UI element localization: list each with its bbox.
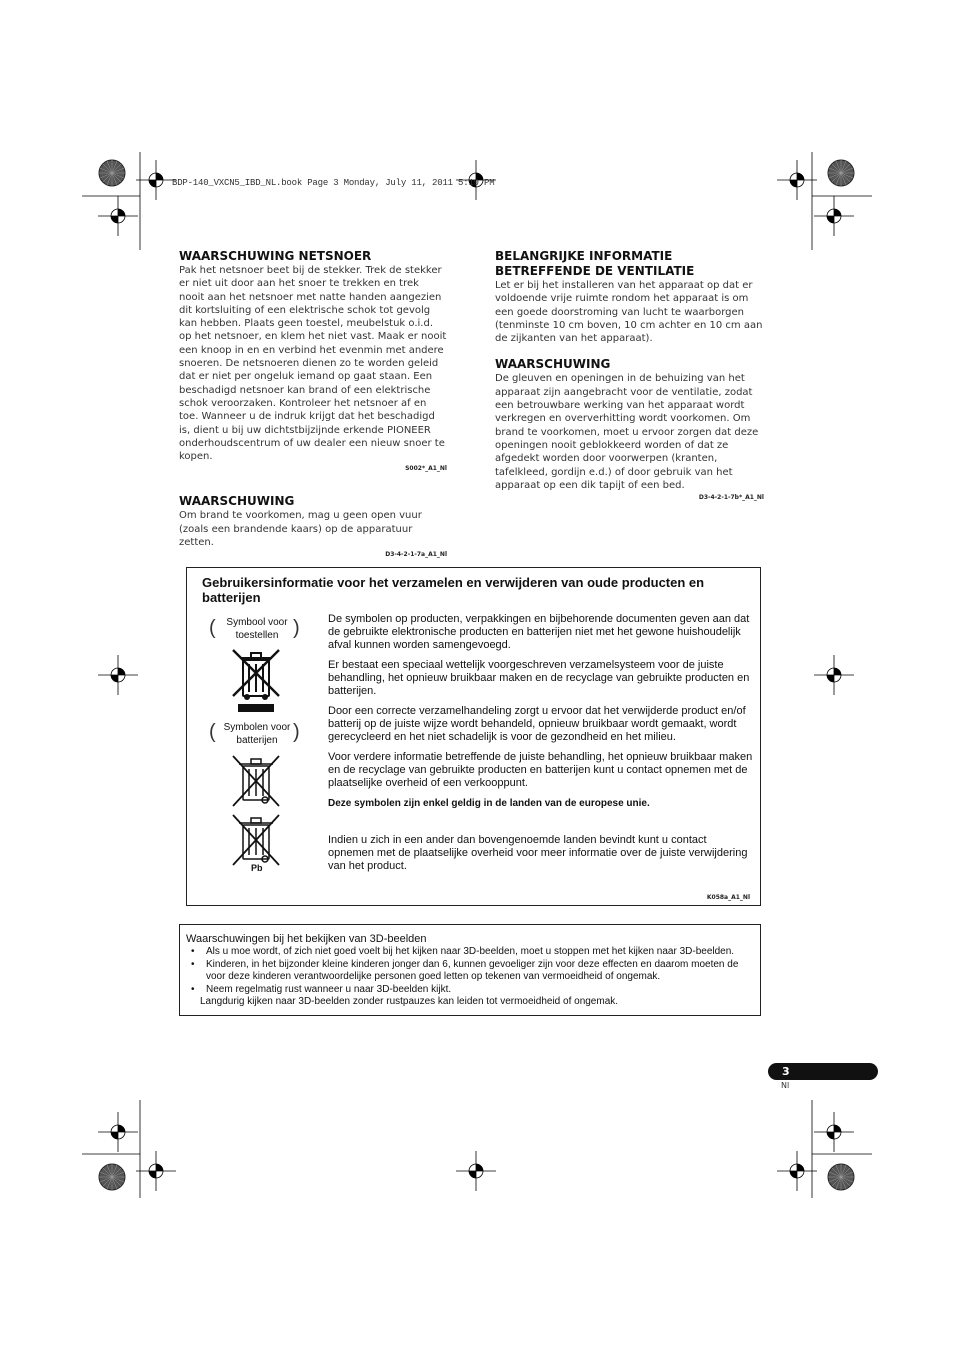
3d-warnings-list <box>186 946 758 996</box>
disposal-eu-note: Deze symbolen zijn enkel geldig in de landen van de europese unie. <box>328 798 650 809</box>
pb-label: Pb <box>251 863 263 873</box>
disposal-paragraph: Voor verdere informatie betreffende de juiste behandling, het opnieuw bruikbaar maken en de recyclage van gebruikte producten en batterijen kunt u contact opnemen met de plaatselijke overheid of een verkooppunt. <box>328 751 753 789</box>
disposal-paragraph: Er bestaat een speciaal wettelijk voorgeschreven verzamelsysteem voor de juiste behandling, het opnieuw bruikbaar maken en de recyclage van gebruikte producten en batterijen. <box>328 659 750 697</box>
section-title-power-cord: WAARSCHUWING NETSNOER <box>179 249 372 263</box>
crossed-bin-battery-icon <box>227 754 287 814</box>
parenthesis-right: ) <box>293 721 300 743</box>
caption-batteries: Symbolen voor batterijen <box>223 722 291 746</box>
ventilation-text: Let er bij het installeren van het apparaat op dat er voldoende vrije ruimte rondom het apparaat is om een goede doorstroming van lucht te waarborgen (tenminste 10 cm boven, 10 cm achter en 10 cm aan de zijkanten van het apparaat). <box>495 280 763 345</box>
3d-warnings-extra: Langdurig kijken naar 3D-beelden zonder rustpauzes kan leiden tot vermoeidheid of ongemak. <box>200 996 619 1007</box>
3d-warnings-title: Waarschuwingen bij het bekijken van 3D-beelden <box>186 933 427 945</box>
left-column <box>179 249 447 558</box>
disposal-paragraph: Indien u zich in een ander dan bovengenoemde landen bevindt kunt u contact opnemen met de plaatselijke overheid voor meer informatie over de juiste verwijdering van het product. <box>328 834 748 872</box>
parenthesis-right: ) <box>293 617 300 639</box>
section-title-warning-openings: WAARSCHUWING <box>495 357 611 372</box>
power-cord-text: Pak het netsnoer beet bij de stekker. Trek de stekker er niet uit door aan het snoer te trekken en trek nooit aan het netsnoer met natte handen aangezien dit kortsluiting of een elektrische schok tot gevolg kan hebben. Plaats geen toestel, meubelstuk o.i.d. op het netsnoer, en klem het niet vast. Maak er nooit een knoop in en en verbind het evenmin met andere snoeren. De netsnoeren dienen zo te worden geleid dat er niet per ongeluk iemand op gaat staan. Een beschadigd netsnoer kan brand of een elektrische schok veroorzaken. Kontroleer het netsnoer af en toe. Wanneer u de indruk krijgt dat het beschadigd is, dient u bij uw dichtstbijzijnde erkende PIONEER onderhoudscentrum of uw dealer een nieuw snoer te kopen. <box>179 265 447 463</box>
page-number: 3 <box>782 1065 790 1078</box>
warning-openings-text: De gleuven en openingen in de behuizing van het apparaat zijn aangebracht voor de ventilatie, zodat een betrouwbare werking van het apparaat wordt verkregen en oververhitting wordt voorkomen. Om brand te voorkomen, moet u ervoor zorgen dat deze openingen nooit geblokkeerd worden of dat ze afgedekt worden door voorwerpen (kranten, tafelkleed, gordijn e.d.) of door gebruik van het apparaat op een dik tapijt of een bed. <box>495 373 759 491</box>
3d-warnings-content <box>186 932 758 1009</box>
disposal-info-box <box>186 567 761 906</box>
page-number-tab <box>768 1063 878 1080</box>
disposal-paragraph: Door een correcte verzamelhandeling zorgt u ervoor dat het verwijderde product en/of batterij op de juiste wijze wordt behandeld, opnieuw bruikbaar wordt gemaakt, wordt gerecycleerd en het niet schadelijk is voor de gezondheid en het milieu. <box>328 705 746 743</box>
list-item: • Kinderen, in het bijzonder kleine kinderen jonger dan 6, kunnen gevoeliger zijn voor deze effecten en daarom moeten de voor deze kinderen verantwoordelijke personen goed letten op tekenen van vermoeidheid of ongemak. <box>186 959 758 984</box>
disposal-paragraph: De symbolen op producten, verpakkingen en bijbehorende documenten geven aan dat de gebruikte elektronische producten en batterijen niet met het gewone huishoudelijk afval kunnen worden samengevoegd. <box>328 613 750 651</box>
disposal-text <box>328 613 753 880</box>
parenthesis-left: ( <box>209 721 216 743</box>
section-title-warning-fire: WAARSCHUWING <box>179 494 295 509</box>
3d-warnings-box <box>179 924 761 1016</box>
parenthesis-left: ( <box>209 617 216 639</box>
right-column <box>495 249 764 501</box>
section-title-ventilation: BELANGRIJKE INFORMATIE BETREFFENDE DE VENTILATIE <box>495 249 695 278</box>
reference-code: S002*_A1_Nl <box>405 465 447 473</box>
language-code: Nl <box>781 1081 790 1090</box>
caption-devices: Symbool voor toestellen <box>226 617 288 641</box>
disposal-title: Gebruikersinformatie voor het verzamelen en verwijderen van oude producten en batterijen <box>202 575 705 605</box>
reference-code: D3-4-2-1-7a_A1_Nl <box>385 551 447 559</box>
list-item: • Als u moe wordt, of zich niet goed voelt bij het kijken naar 3D-beelden, moet u stoppen met het kijken naar 3D-beelden. <box>186 946 758 959</box>
reference-code: D3-4-2-1-7b*_A1_Nl <box>698 494 764 502</box>
list-item: • Neem regelmatig rust wanneer u naar 3D-beelden kijkt. <box>186 984 758 997</box>
book-info-line: BDP-140_VXCN5_IBD_NL.book Page 3 Monday, July 11, 2011 5:19 PM <box>172 178 495 188</box>
reference-code: K058a_A1_Nl <box>706 894 750 901</box>
warning-fire-text: Om brand te voorkomen, mag u geen open vuur (zoals een brandende kaars) op de apparatuur zetten. <box>179 510 422 549</box>
